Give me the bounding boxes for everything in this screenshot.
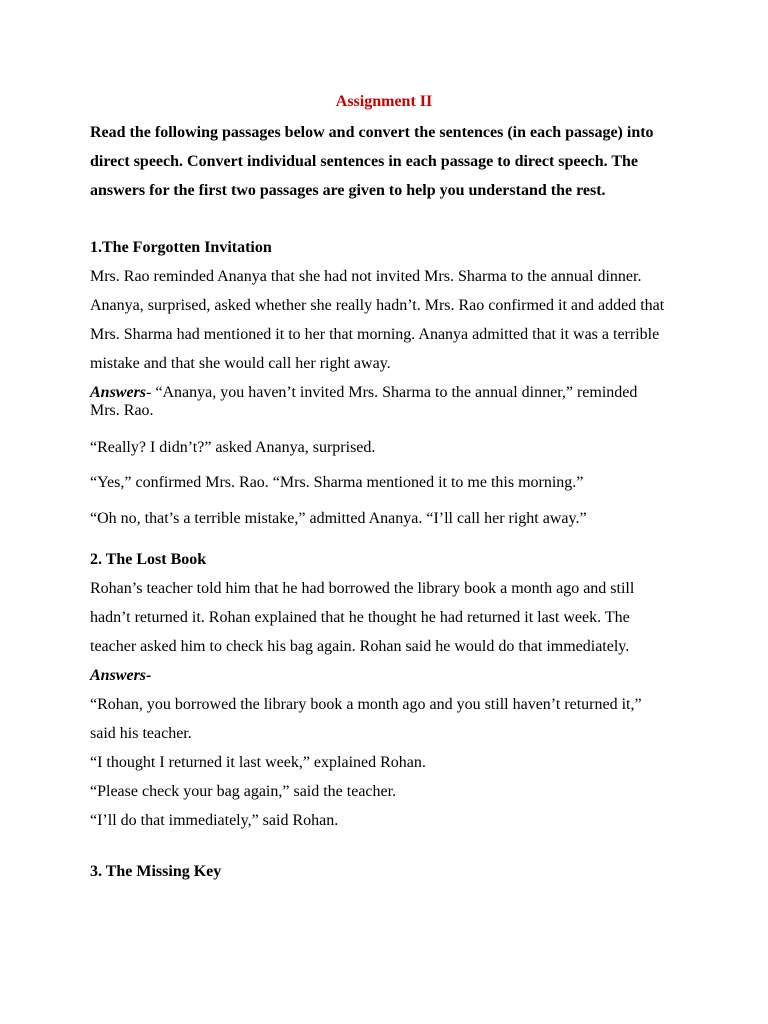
answers-label: Answers bbox=[90, 384, 147, 401]
assignment-title: Assignment II bbox=[335, 93, 433, 110]
passage-1-body-line: Mrs. Sharma had mentioned it to her that morning. Ananya admitted that it was a terrible bbox=[90, 326, 660, 343]
passage-1-body-line: Ananya, surprised, asked whether she really hadn’t. Mrs. Rao confirmed it and added that bbox=[90, 297, 665, 314]
passage-2-answer-line: “I’ll do that immediately,” said Rohan. bbox=[90, 812, 339, 829]
passage-1-answer-line: “Really? I didn’t?” asked Ananya, surprised. bbox=[90, 439, 376, 456]
passage-1-body-line: mistake and that she would call her right away. bbox=[90, 355, 391, 372]
passage-2-answer-line: said his teacher. bbox=[90, 725, 192, 742]
passage-1-answer-line bbox=[90, 383, 637, 403]
answer-text: “Ananya, you haven’t invited Mrs. Sharma to the annual dinner,” reminded bbox=[155, 384, 638, 401]
instructions-paragraph bbox=[90, 118, 680, 205]
passage-1-answer-line: “Oh no, that’s a terrible mistake,” admitted Ananya. “I’ll call her right away.” bbox=[90, 510, 587, 527]
passage-1-answer-line: Mrs. Rao. bbox=[90, 402, 154, 419]
passage-1-answer-line: “Yes,” confirmed Mrs. Rao. “Mrs. Sharma mentioned it to me this morning.” bbox=[90, 474, 584, 491]
passage-2-body-line: hadn’t returned it. Rohan explained that he thought he had returned it last week. The bbox=[90, 609, 630, 626]
answers-label: Answers- bbox=[90, 667, 152, 684]
passage-1-heading: 1.The Forgotten Invitation bbox=[90, 239, 272, 256]
passage-1-body-line: Mrs. Rao reminded Ananya that she had not invited Mrs. Sharma to the annual dinner. bbox=[90, 268, 642, 285]
instructions-line: direct speech. Convert individual sentences in each passage to direct speech. The bbox=[90, 153, 638, 170]
answers-separator: - bbox=[146, 384, 156, 401]
passage-2-heading: 2. The Lost Book bbox=[90, 551, 207, 568]
instructions-line: answers for the first two passages are given to help you understand the rest. bbox=[90, 182, 606, 199]
passage-2-body-line: teacher asked him to check his bag again. Rohan said he would do that immediately. bbox=[90, 638, 630, 655]
passage-2-answer-line: “I thought I returned it last week,” explained Rohan. bbox=[90, 754, 426, 771]
passage-3-heading: 3. The Missing Key bbox=[90, 863, 222, 880]
passage-2-answer-line: “Please check your bag again,” said the teacher. bbox=[90, 783, 397, 800]
passage-2-body-line: Rohan’s teacher told him that he had borrowed the library book a month ago and still bbox=[90, 580, 635, 597]
instructions-line: Read the following passages below and convert the sentences (in each passage) into bbox=[90, 124, 654, 141]
passage-2-answer-line: “Rohan, you borrowed the library book a month ago and you still haven’t returned it,” bbox=[90, 696, 642, 713]
